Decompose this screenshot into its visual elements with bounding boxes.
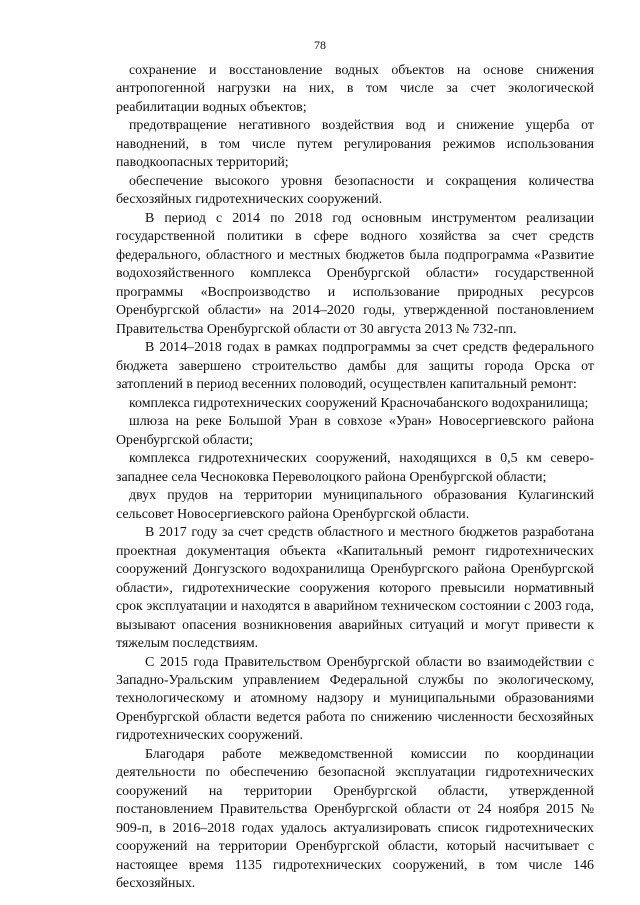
- page-number: 78: [314, 38, 326, 52]
- list-item-sluice-ural: шлюза на реке Большой Уран в совхозе «Уран» Новосергиевского района Оренбургской области;: [116, 414, 594, 448]
- paragraph-commission: Благодаря работе межведомственной комиссии по координации деятельности по обеспечению безопасной эксплуатации гидротехнических сооружений на территории Оренбургской области, утвержденной постановлением Правительства Оренбургской области от 24 ноября 2015 № 909-п, в 2016–2018 годах удалось актуализировать список гидротехнических сооружений на территории Оренбургской области, который насчитывает с настоящее время 1135 гидротехнических сооружений, в том числе 146 бесхозяйных.: [116, 746, 594, 892]
- list-item-two-ponds: двух прудов на территории муниципального образования Кулагинский сельсовет Новосергиевского района Оренбургской области.: [116, 488, 594, 522]
- document-body: [116, 62, 594, 894]
- list-item-safety: обеспечение высокого уровня безопасности и сокращения количества бесхозяйных гидротехнических сооружений.: [116, 173, 594, 208]
- paragraph-2017: В 2017 году за счет средств областного и местного бюджетов разработана проектная документация объекта «Капитальный ремонт гидротехнических сооружений Донгузского водохранилища Оренбургского района Оренбургской области», гидротехнические сооружения которого превысили нормативный срок эксплуатации и находятся в аварийном техническом состоянии с 2003 года, вызывают опасения возникновения аварийных ситуаций и могут привести к тяжелым последствиям.: [116, 525, 594, 652]
- list-item-krasnochabansk: комплекса гидротехнических сооружений Красночабанского водохранилища;: [129, 395, 589, 411]
- paragraph-subprogram: В период с 2014 по 2018 год основным инструментом реализации государственной политики в сфере водного хозяйства за счет средств федерального, областного и местных бюджетов была подпрограмма «Развитие водохозяйственного комплекса Оренбургской области» государственной программы «Воспроизводство и использование природных ресурсов Оренбургской области» на 2014–2020 годы, утвержденной постановлением Правительства Оренбургской области от 30 августа 2013 № 732-пп.: [116, 210, 594, 337]
- list-item-water-restoration: сохранение и восстановление водных объектов на основе снижения антропогенной нагрузки на них, в том числе за счет экологической реабилитации водных объектов;: [116, 63, 594, 115]
- paragraph-2014-2018: В 2014–2018 годах в рамках подпрограммы за счет средств федерального бюджета завершено строительство дамбы для защиты города Орска от затоплений в период весенних половодий, осуществлен капитальный ремонт:: [116, 340, 594, 393]
- list-item-flood-prevention: предотвращение негативного воздействия вод и снижение ущерба от наводнений, в том числе путем регулирования режимов использования паводкоопасных территорий;: [116, 118, 594, 171]
- list-item-chesnokovka: комплекса гидротехнических сооружений, находящихся в 0,5 км северо-западнее села Чесноковка Переволоцкого района Оренбургской области;: [116, 451, 594, 485]
- paragraph-2015: С 2015 года Правительством Оренбургской области во взаимодействии с Западно-Уральским управлением Федеральной службы по экологическому, технологическому и атомному надзору и муниципальными образованиями Оренбургской области ведется работа по снижению численности бесхозяйных гидротехнических сооружений.: [116, 654, 594, 744]
